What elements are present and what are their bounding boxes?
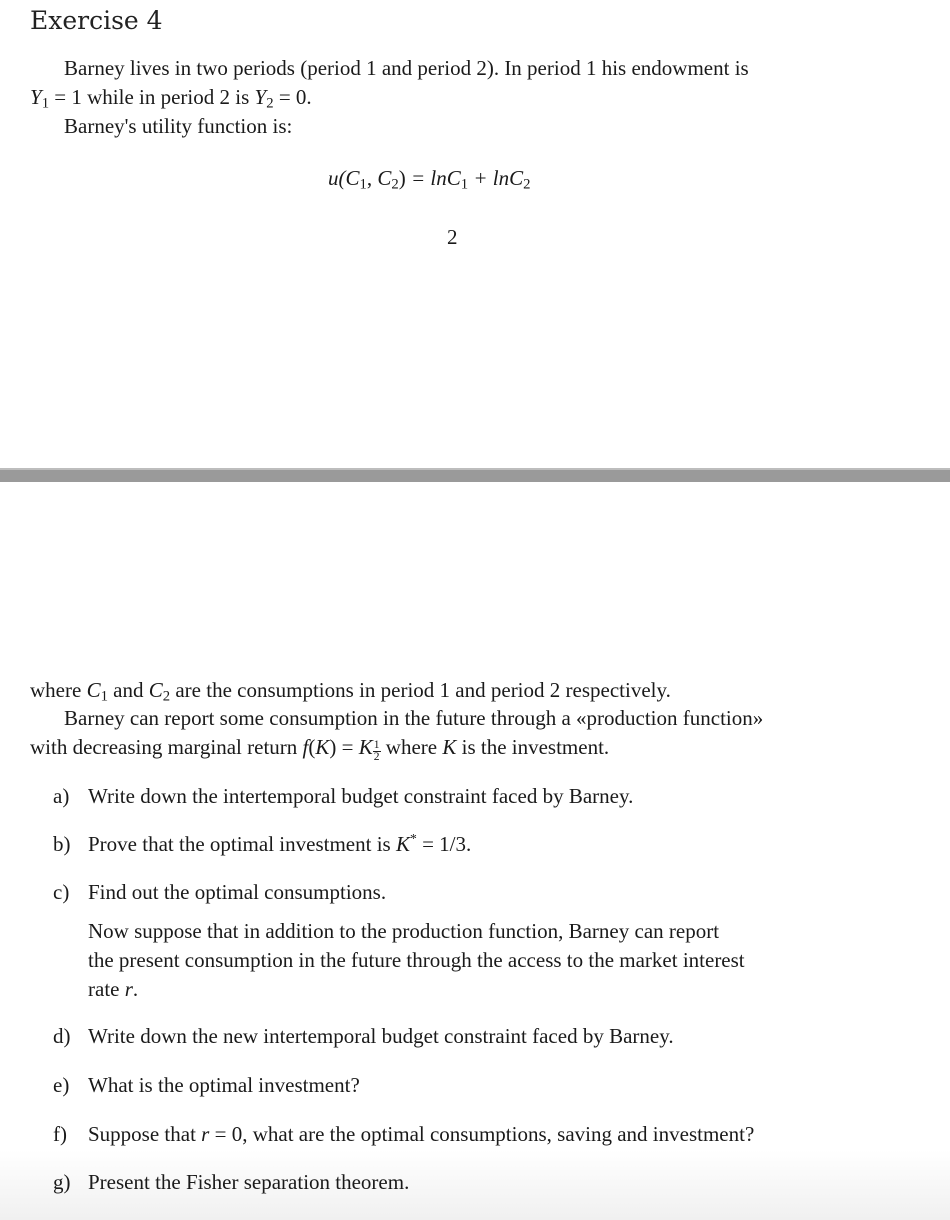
note-line-2: the present consumption in the future through the access to the market interest	[88, 948, 745, 972]
item-a-text: Write down the intertemporal budget constraint faced by Barney.	[88, 784, 634, 808]
intro-line-2: $Y_1 = 1$ while in period 2 is $Y_2 = 0$.	[30, 85, 312, 112]
item-b-label: b)	[53, 832, 71, 856]
item-a-label: a)	[53, 784, 70, 808]
intro-line-1: Barney lives in two periods (period 1 and period 2). In period 1 his endowment is	[64, 56, 749, 80]
continuation-line-3: with decreasing marginal return f(K) = K $\frac{1}{2}$ where K is the investment.	[30, 735, 610, 764]
intro-line-3: Barney's utility function is:	[64, 114, 293, 138]
exercise-title: Exercise 4	[30, 6, 163, 35]
page-break-divider	[0, 468, 950, 482]
note-line-3: rate r.	[88, 977, 139, 1001]
continuation-line-2: Barney can report some consumption in the future through a «production function»	[64, 706, 764, 730]
item-g-text: Present the Fisher separation theorem.	[88, 1170, 410, 1194]
item-f-label: f)	[53, 1122, 67, 1146]
page-number: 2	[447, 225, 458, 249]
item-d-label: d)	[53, 1024, 71, 1048]
utility-formula: $u(C_1$, $C_2) = \ln C_1 + \ln C_2$	[328, 166, 531, 193]
item-c-text: Find out the optimal consumptions.	[88, 880, 387, 904]
item-f-text: Suppose that r = 0, what are the optimal consumptions, saving and investment?	[88, 1122, 755, 1146]
item-g-label: g)	[53, 1170, 71, 1194]
item-e-label: e)	[53, 1073, 70, 1097]
item-e-text: What is the optimal investment?	[88, 1073, 360, 1097]
item-b-text: Prove that the optimal investment is K* = 1/3.	[88, 831, 472, 856]
note-line-1: Now suppose that in addition to the production function, Barney can report	[88, 919, 720, 943]
item-c-label: c)	[53, 880, 70, 904]
continuation-line-1: where $C_1$ and $C_2$ are the consumptions in period 1 and period 2 respectively.	[30, 678, 671, 705]
item-d-text: Write down the new intertemporal budget constraint faced by Barney.	[88, 1024, 674, 1048]
